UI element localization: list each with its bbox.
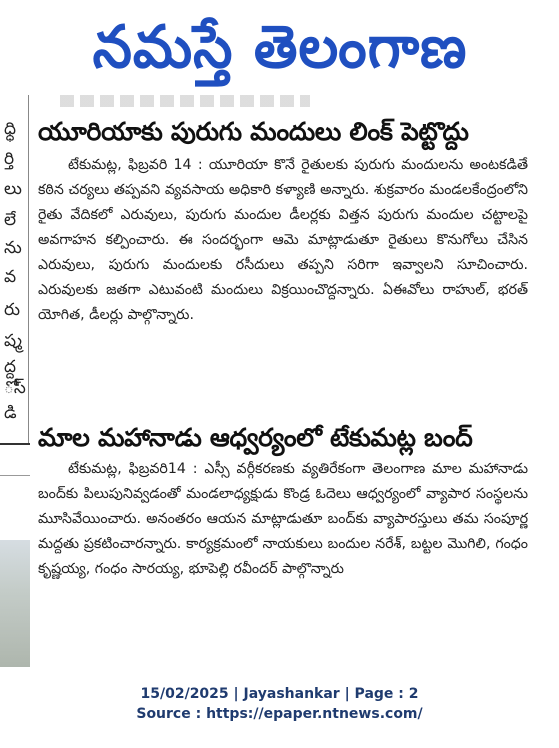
column-fragment: ష్మ xyxy=(4,331,22,351)
column-divider xyxy=(28,95,29,445)
article-headline: మాల మహానాడు ఆధ్వర్యంలో టేకుమట్ల బంద్ xyxy=(38,423,473,452)
column-fragment: ద్ద xyxy=(4,357,17,377)
article-paragraph: టేకుమట్ల, ఫిబ్రవరి 14 : యూరియా కొనే రైతులకు పురుగు మందులను అంటకడితే కఠిన చర్యలు తప్పవని వ్యవసాయ అధికారి కళ్యాణి అన్నారు. శుక్రవారం మండలకేంద్రంలోని రైతు వేదికలో ఎరువులు, పురుగు మందుల డీలర్లకు విత్తన పురుగు మందుల చట్టాలపై అవగాహన కల్పించారు. ఈ సందర్భంగా ఆమె మాట్లాడుతూ రైతులు కొనుగోలు చేసిన ఎరువులు, పురుగు మందులకు రసీదులు తప్పని సరిగా ఇవ్వాలని సూచించారు. ఎరువులకు జతగా ఎటువంటి మందులు విక్రయించొద్దన్నారు. ఏఈవోలు రాహుల్, భరత్ యోగిత, డీలర్లు పాల్గొన్నారు. xyxy=(38,157,528,323)
column-fragment: ధ్ధి xyxy=(4,119,17,139)
cut-off-headline xyxy=(62,653,522,667)
article-headline: యూరియాకు పురుగు మందులు లింక్ పెట్టొద్దు xyxy=(38,117,469,146)
column-fragment: ర్తి xyxy=(4,149,15,169)
column-fragment: డి xyxy=(4,403,17,423)
newspaper-logo: నమస్తే తెలంగాణ xyxy=(92,13,468,82)
column-fragment: లు xyxy=(4,179,22,199)
column-fragment: వ xyxy=(4,267,17,287)
column-fragment: లే xyxy=(4,210,17,230)
clipping-footer xyxy=(0,670,559,748)
column-fragment: ను xyxy=(4,238,22,258)
news-photo xyxy=(0,540,30,667)
photo-frame xyxy=(0,475,30,526)
masthead xyxy=(0,0,559,95)
column-fragment: ోస్ xyxy=(4,378,26,398)
newspaper-clipping xyxy=(0,95,536,667)
article-urea-pesticides xyxy=(38,115,528,328)
article-body xyxy=(38,153,528,328)
column-fragment: రు xyxy=(4,300,20,320)
faded-previous-headline xyxy=(60,95,310,107)
article-paragraph: టేకుమట్ల, ఫిబ్రవరి14 : ఎస్సీ వర్గీకరణకు వ్యతిరేకంగా తెలంగాణ మాల మహానాడు బంద్‌కు పిలుపునివ్వడంతో మండలాధ్యక్షుడు కొండ్ర ఓదెలు ఆధ్వర్యంలో వ్యాపార సంస్థలను మూసివేయించారు. అనంతరం ఆయన మాట్లాడుతూ బంద్‌కు వ్యాపారస్తులు తమ సంపూర్ణ మద్దతు ప్రకటించారన్నారు. కార్యక్రమంలో నాయకులు బందుల నరేశ్, బట్టల మొగిలి, గంధం కృష్ణయ్య, గంధం సారయ్య, భూపెల్లి రవీందర్ పాల్గొన్నారు xyxy=(38,461,528,577)
edition-info: 15/02/2025 | Jayashankar | Page : 2 xyxy=(140,686,419,702)
adjacent-column-fragment xyxy=(0,95,30,667)
article-body xyxy=(38,457,528,582)
source-link[interactable]: Source : https://epaper.ntnews.com/ xyxy=(136,706,423,722)
article-mala-mahanadu-bandh xyxy=(38,421,528,582)
section-rule xyxy=(0,443,30,445)
